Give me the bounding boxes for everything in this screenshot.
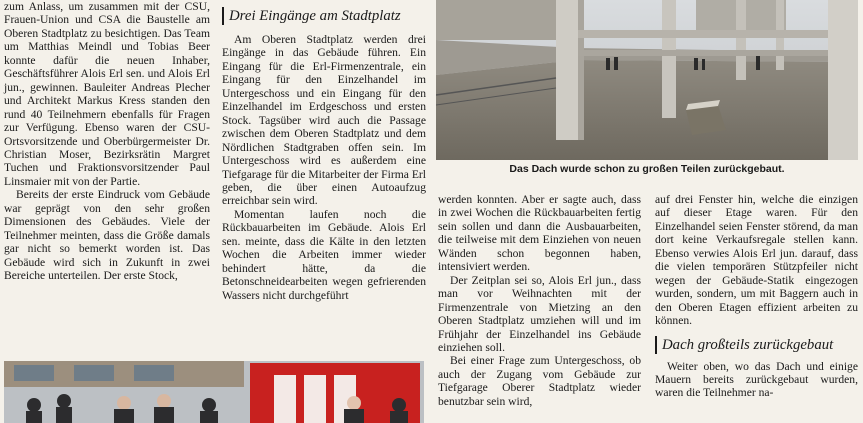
- construction-site-photo: [436, 0, 858, 160]
- article-column-4: [655, 193, 858, 400]
- body-paragraph: Am Oberen Stadtplatz werden drei Eingänge in das Gebäude führen. Ein Eingang für die Erl-Firmenzentrale, ein Eingang für den Einzelhandel im Untergeschoss und ein Eingang für den Einzelhandel im Erdgeschoss und ersten Stock. Tagsüber wird auch die Passage zwischen dem Oberen Stadtplatz und dem Nördlichen Stadtgraben offen sein. Im Untergeschoss wird es außerdem eine Tiefgarage für die Mitarbeiter der Firma Erl geben, die über einen Autoaufzug erreichbar sein wird.: [222, 33, 426, 208]
- body-paragraph: Bereits der erste Eindruck vom Gebäude war geprägt von den sehr großen Dimensionen des Gebäudes. Viele der Teilnehmer meinten, dass die Größe damals gar nicht so bemerkt worden ist. Das Gebäude wird sich in Zukunft in zwei Bereiche unterteilen. Der erste Stock,: [4, 188, 210, 283]
- body-paragraph: zum Anlass, um zusammen mit der CSU, Frauen-Union und CSA die Baustelle am Oberen Stadtplatz zu besichtigen. Das Team um Matthias Meindl und Tobias Beer konnte dafür die neuen Inhaber, Geschäftsführer Alois Erl sen. und Alois Erl jun., gewinnen. Bauleiter Andreas Plecher und Architekt Markus Kress standen den rund 40 Teilnehmern ebenfalls für Fragen zur Verfügung. Ebenso waren der CSU-Ortsvorsitzende und Oberbürgermeister Dr. Christian Moser, Bezirksrätin Margret Tuchen und Fraktionsvorsitzender Paul Linsmaier mit von der Partie.: [4, 0, 210, 188]
- subheadline: Drei Eingänge am Stadtplatz: [222, 7, 426, 25]
- group-photo: [4, 361, 424, 423]
- article-column-2: [222, 0, 426, 302]
- body-paragraph: werden konnten. Aber er sagte auch, dass in zwei Wochen die Rückbauarbeiten fertig sein sollen und dann die Ausbauarbeiten, die teilweise mit dem Einziehen von neuen Wänden schon begonnen haben, intensiviert werden.: [438, 193, 641, 274]
- body-paragraph: Weiter oben, wo das Dach und einige Mauern bereits zurückgebaut wurden, waren die Teilnehmer na-: [655, 359, 858, 400]
- body-paragraph: Bei einer Frage zum Untergeschoss, ob auch der Zugang vom Gebäude zur Tiefgarage Oberer Stadtplatz wieder benutzbar sein wird,: [438, 354, 641, 408]
- subheadline: Dach großteils zurückgebaut: [655, 336, 858, 354]
- photo-caption: Das Dach wurde schon zu großen Teilen zurückgebaut.: [509, 163, 785, 175]
- body-paragraph: auf drei Fenster hin, welche die einzigen auf dieser Etage waren. Für den Einzelhandel seien Fenster störend, da man dort keine Verkaufsregale stellen kann. Ebenso verwies Alois Erl jun. darauf, dass die vielen temporären Stützpfeiler nicht wegen der Gebäude-Statik eingezogen wurden, sondern, um mit Baggern auch in den Oberen Etagen effizient arbeiten zu können.: [655, 193, 858, 328]
- body-paragraph: Der Zeitplan sei so, Alois Erl jun., dass man vor Weihnachten mit der Firmenzentrale von Mietzing an den Oberen Stadtplatz umziehen will und im Frühjahr der Einzelhandel ins Gebäude einziehen soll.: [438, 273, 641, 354]
- construction-site-image: [436, 0, 858, 160]
- article-column-3: [438, 193, 641, 408]
- article-column-1: [4, 0, 210, 283]
- body-paragraph: Momentan laufen noch die Rückbauarbeiten im Gebäude. Alois Erl sen. meinte, dass die Kälte in den letzten Wochen die Arbeiten immer wieder behindert hätte, da die Betonschneidearbeiten wegen gefrierenden Wassers nicht durchgeführt: [222, 207, 426, 302]
- group-photo-image: [4, 361, 424, 423]
